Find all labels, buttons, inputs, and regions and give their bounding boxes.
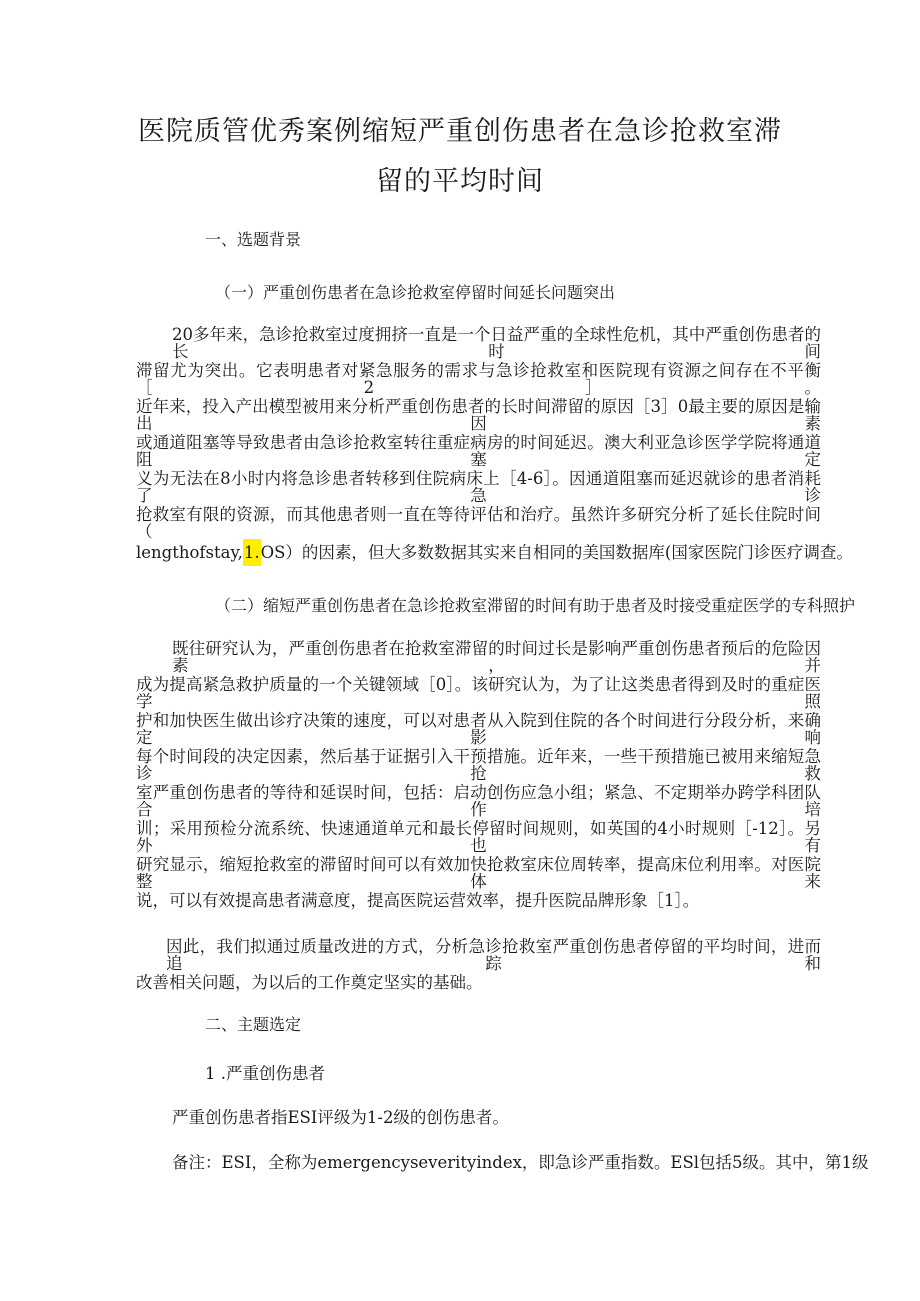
paragraph-line: 义为无法在8小时内将急诊患者转移到住院病床上［4-6］。因通道阻塞而延迟就诊的患者消耗了急诊 [136,469,821,505]
paragraph-line: 滞留尤为突出。它表明患者对紧急服务的需求与急诊抢救室和医院现有资源之间存在不平衡［2］。 [136,361,821,397]
paragraph-line: 每个时间段的决定因素，然后基于证据引入干预措施。近年来，一些干预措施已被用来缩短急诊抢救 [136,747,821,783]
section-heading-topic: 二、主题选定 [205,1015,302,1034]
paragraph-line: 护和加快医生做出诊疗决策的速度，可以对患者从入院到住院的各个时间进行分段分析，来确定影响 [136,711,821,747]
paragraph-line: 或通道阻塞等导致患者由急诊抢救室转往重症病房的时间延迟。澳大利亚急诊医学学院将通道阻塞定 [136,433,821,469]
paragraph-line: 研究显示，缩短抢救室的滞留时间可以有效加快抢救室床位周转率，提高床位利用率。对医院整体来 [136,855,821,891]
note-text: 备注：ESI，全称为emergencyseverityindex，即急诊严重指数。ESl包括5级。其中，第1级 [172,1153,869,1172]
highlighted-text: 1. [243,539,261,566]
paragraph-line: 抢救室有限的资源，而其他患者则一直在等待评估和治疗。虽然许多研究分析了延长住院时间（ [136,505,821,541]
definition-text: 严重创伤患者指ESI评级为1-2级的创伤患者。 [172,1108,509,1127]
paragraph-line: 成为提高紧急救护质量的一个关键领域［0］。该研究认为，为了让这类患者得到及时的重症医学照 [136,675,821,711]
subsection-heading-2: （二）缩短严重创伤患者在急诊抢救室滞留的时间有助于患者及时接受重症医学的专科照护 [215,596,856,615]
paragraph-line: 说，可以有效提高患者满意度，提高医院运营效率，提升医院品牌形象［1］。 [136,891,700,910]
paragraph-last-line [136,545,853,562]
paragraph-line: 训；采用预检分流系统、快速通道单元和最长停留时间规则，如英国的4小时规则［-12］。另外也有 [136,819,821,855]
paragraph-text: lengthofstay, [136,543,243,562]
paragraph-text: OS）的因素，但大多数数据其实来自相同的美国数据库(国家医院门诊医疗调查。 [260,543,853,562]
section-heading-background: 一、选题背景 [205,230,302,249]
paragraph-line: 因此，我们拟通过质量改进的方式，分析急诊抢救室严重创伤患者停留的平均时间，进而追踪和 [166,937,821,973]
paragraph-line: 改善相关问题，为以后的工作奠定坚实的基础。 [136,973,483,992]
paragraph-line: 既往研究认为，严重创伤患者在抢救室滞留的时间过长是影响严重创伤患者预后的危险因素，并 [172,639,821,675]
paragraph-line: 20多年来，急诊抢救室过度拥挤一直是一个日益严重的全球性危机，其中严重创伤患者的长时间 [172,325,821,361]
item-heading: 1 .严重创伤患者 [205,1064,325,1083]
paragraph-line: 室严重创伤患者的等待和延误时间，包括：启动创伤应急小组；紧急、不定期举办跨学科团队合作培 [136,783,821,819]
document-title-line-1: 医院质管优秀案例缩短严重创伤患者在急诊抢救室滞 [138,116,782,147]
document-title-line-2: 留的平均时间 [376,166,544,197]
paragraph-line: 近年来，投入产出模型被用来分析严重创伤患者的长时间滞留的原因［3］0最主要的原因是输出因素 [136,397,821,433]
subsection-heading-1: （一）严重创伤患者在急诊抢救室停留时间延长问题突出 [215,283,616,302]
